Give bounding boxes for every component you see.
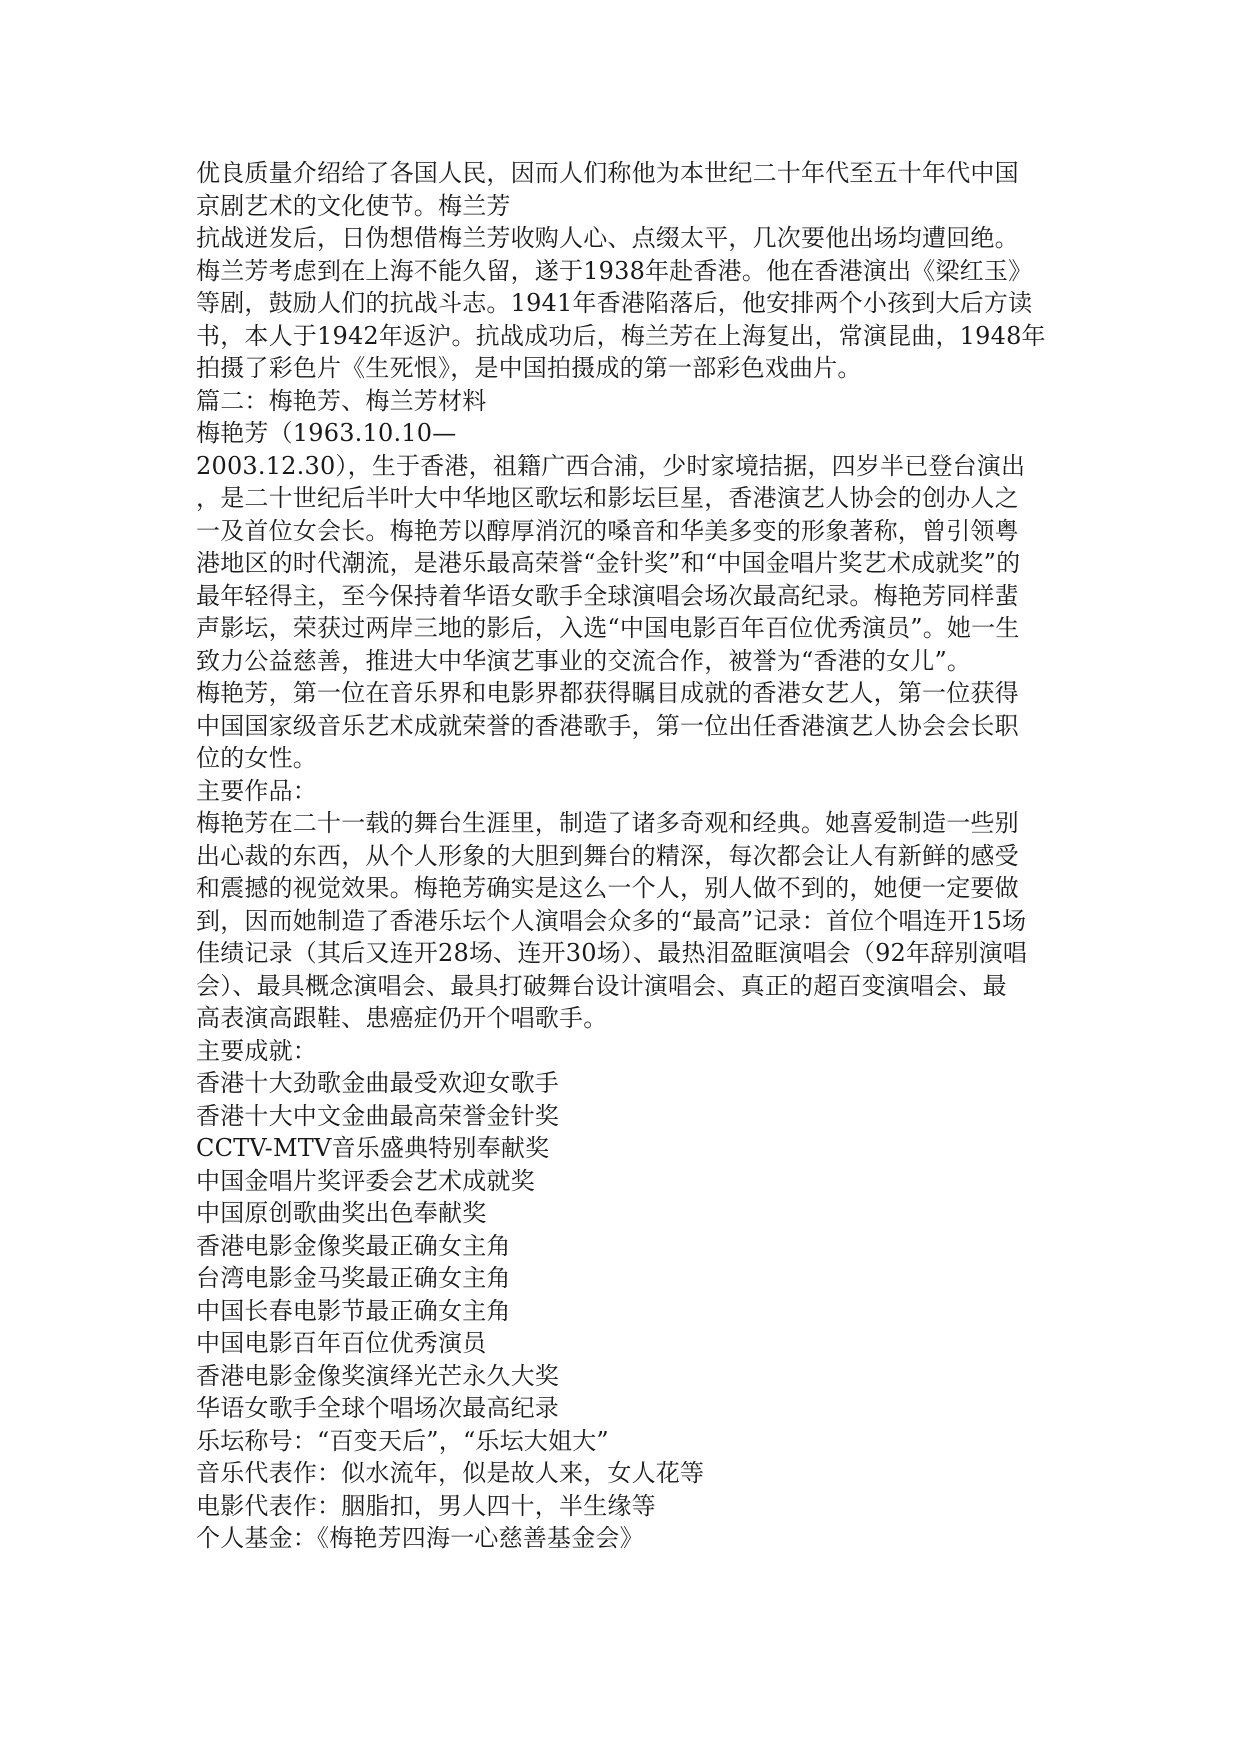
info-line: 电影代表作：胭脂扣，男人四十，半生缘等 <box>196 1491 656 1520</box>
achievement-item: 香港电影金像奖最正确女主角 <box>196 1231 511 1260</box>
achievement-item: 中国金唱片奖评委会艺术成就奖 <box>196 1166 535 1195</box>
achievement-item: 华语女歌手全球个唱场次最高纪录 <box>196 1394 559 1422</box>
section-heading: 主要作品： <box>196 776 317 805</box>
info-line: 个人基金：《梅艳芳四海一心慈善基金会》 <box>196 1524 644 1552</box>
achievement-item: 中国原创歌曲奖出色奉献奖 <box>196 1199 487 1227</box>
paragraph-line: 梅艳芳（1963.10.10— <box>196 419 457 447</box>
paragraph-line: 声影坛，荣获过两岸三地的影后，入选“中国电影百年百位优秀演员”。她一生 <box>196 614 1020 642</box>
achievement-item: CCTV-MTV音乐盛典特别奉献奖 <box>196 1134 550 1162</box>
achievement-item: 香港十大劲歌金曲最受欢迎女歌手 <box>196 1069 559 1097</box>
achievement-item: 香港电影金像奖演绎光芒永久大奖 <box>196 1361 559 1390</box>
section-heading: 主要成就： <box>196 1036 317 1065</box>
paragraph-line: 和震撼的视觉效果。梅艳芳确实是这么一个人，别人做不到的，她便一定要做 <box>196 874 1019 902</box>
info-line: 乐坛称号：“百变天后”，“乐坛大姐大” <box>196 1426 609 1455</box>
paragraph-line: 梅艳芳在二十一载的舞台生涯里，制造了诸多奇观和经典。她喜爱制造一些别 <box>196 809 1019 837</box>
paragraph-line: 京剧艺术的文化使节。梅兰芳 <box>196 191 511 220</box>
paragraph-line: 最年轻得主，至今保持着华语女歌手全球演唱会场次最高纪录。梅艳芳同样蜚 <box>196 581 1019 610</box>
paragraph-line: 港地区的时代潮流，是港乐最高荣誉“金针奖”和“中国金唱片奖艺术成就奖”的 <box>196 549 1021 577</box>
paragraph-line: 会）、最具概念演唱会、最具打破舞台设计演唱会、真正的超百变演唱会、最 <box>196 971 1007 1000</box>
paragraph-line: 出心裁的东西，从个人形象的大胆到舞台的精深，每次都会让人有新鲜的感受 <box>196 841 1019 870</box>
paragraph-line: 书，本人于1942年返沪。抗战成功后，梅兰芳在上海复出，常演昆曲，1948年 <box>196 321 1046 350</box>
paragraph-line: 位的女性。 <box>196 744 317 772</box>
paragraph-line: 一及首位女会长。梅艳芳以醇厚消沉的嗓音和华美多变的形象著称，曾引领粤 <box>196 516 1019 545</box>
paragraph-line: 致力公益慈善，推进大中华演艺事业的交流合作，被誉为“香港的女儿”。 <box>196 646 972 675</box>
paragraph-line: 抗战迸发后，日伪想借梅兰芳收购人心、点缀太平，几次要他出场均遭回绝。 <box>196 224 1019 252</box>
section-heading: 篇二：梅艳芳、梅兰芳材料 <box>196 386 487 415</box>
paragraph-line: 佳绩记录（其后又连开28场、连开30场）、最热泪盈眶演唱会（92年辞别演唱 <box>196 939 1028 967</box>
info-line: 音乐代表作：似水流年，似是故人来，女人花等 <box>196 1459 705 1487</box>
paragraph-line: 中国国家级音乐艺术成就荣誉的香港歌手，第一位出任香港演艺人协会会长职 <box>196 711 1019 740</box>
paragraph-line: 到，因而她制造了香港乐坛个人演唱会众多的“最高”记录：首位个唱连开15场 <box>196 906 1027 935</box>
paragraph-line: 拍摄了彩色片《生死恨》，是中国拍摄成的第一部彩色戏曲片。 <box>196 354 862 382</box>
paragraph-line: 高表演高跟鞋、患癌症仍开个唱歌手。 <box>196 1004 608 1032</box>
paragraph-line: 梅兰芳考虑到在上海不能久留，遂于1938年赴香港。他在香港演出《梁红玉》 <box>196 256 1033 285</box>
achievement-item: 台湾电影金马奖最正确女主角 <box>196 1264 511 1292</box>
paragraph-line: 优良质量介绍给了各国人民，因而人们称他为本世纪二十年代至五十年代中国 <box>196 159 1019 187</box>
achievement-item: 香港十大中文金曲最高荣誉金针奖 <box>196 1101 559 1130</box>
paragraph-line: 梅艳芳，第一位在音乐界和电影界都获得瞩目成就的香港女艺人，第一位获得 <box>196 679 1019 707</box>
paragraph-line: 2003.12.30），生于香港，祖籍广西合浦，少时家境拮据，四岁半已登台演出 <box>196 451 1026 480</box>
achievement-item: 中国长春电影节最正确女主角 <box>196 1296 511 1325</box>
document-body <box>196 157 1056 1555</box>
achievement-item: 中国电影百年百位优秀演员 <box>196 1329 487 1357</box>
paragraph-line: 等剧，鼓励人们的抗战斗志。1941年香港陷落后，他安排两个小孩到大后方读 <box>196 289 1033 317</box>
paragraph-line: ，是二十世纪后半叶大中华地区歌坛和影坛巨星，香港演艺人协会的创办人之 <box>196 484 1019 512</box>
